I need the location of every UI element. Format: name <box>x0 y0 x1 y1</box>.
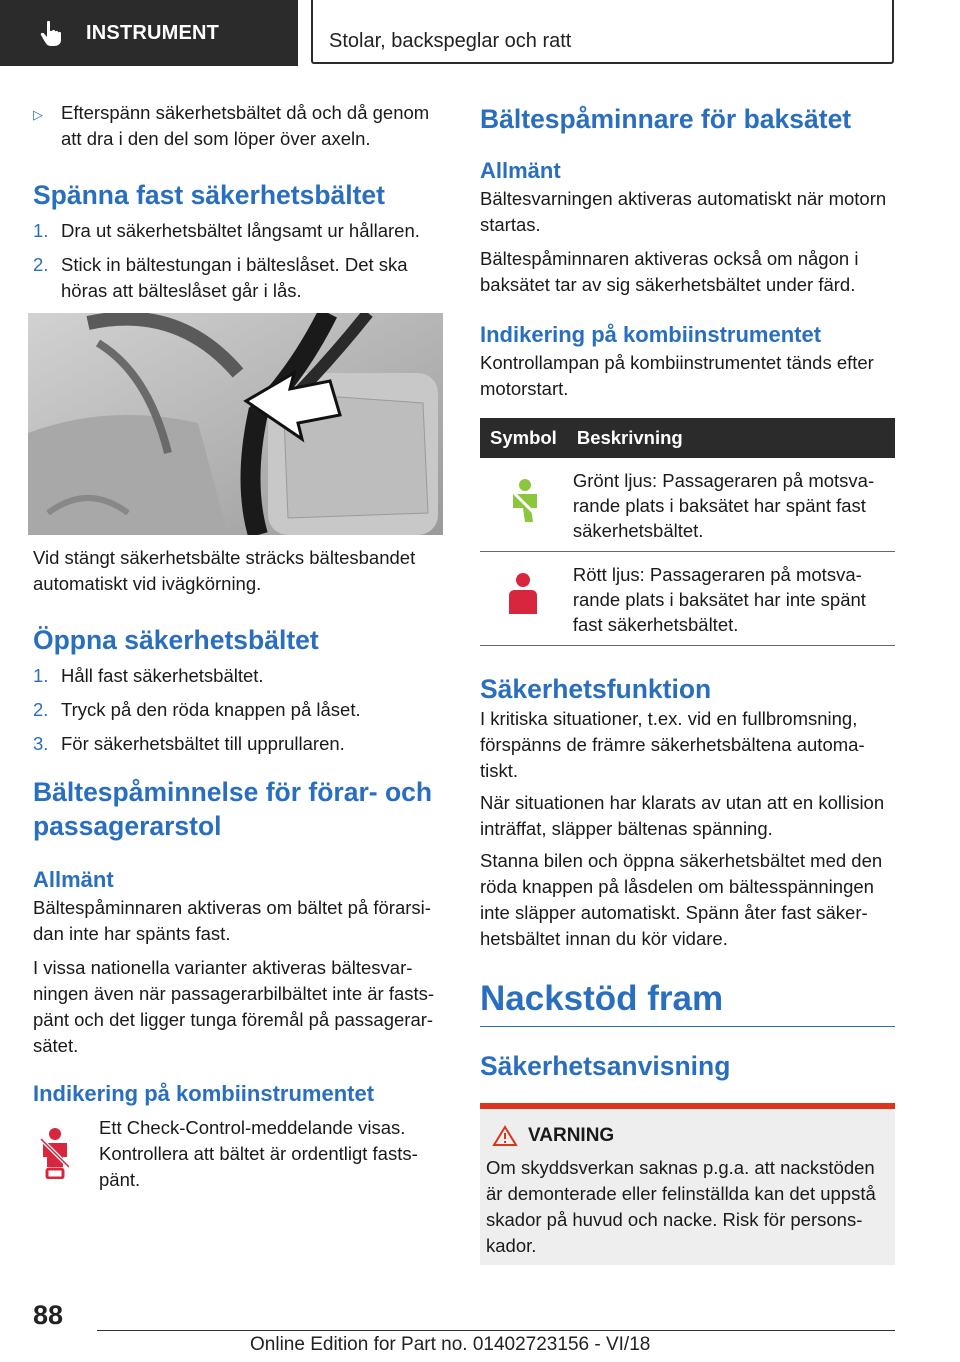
general-paragraph-2: I vissa nationella varianter aktiveras bältesvarningen även när passagerarbilbältet inte är fastspänt och det ligger tunga föremål på passagerarsätet. <box>33 957 435 1056</box>
open-steps <box>33 663 443 757</box>
intro-item <box>33 100 443 152</box>
left-column-bottom <box>33 545 443 1193</box>
safety-paragraph-1: I kritiska situationer, t.ex. vid en fullbromsning, förspänns de främre säkerhetsbältena automatiskt. <box>480 708 865 781</box>
rear-indication-title: Indikering på kombiinstrumentet <box>480 322 822 347</box>
general-paragraph-1: Bältespåminnaren aktiveras om bältet på förarsidan inte har spänts fast. <box>33 897 431 944</box>
open-title: Öppna säkerhetsbältet <box>33 625 319 655</box>
photo-caption: Vid stängt säkerhetsbälte sträcks bältesbandet automatiskt vid ivägkörning. <box>33 547 416 594</box>
list-item: 2. Tryck på den röda knappen på låset. <box>33 699 361 720</box>
headrest-title: Nackstöd fram <box>480 976 895 1027</box>
general-title: Allmänt <box>33 867 114 892</box>
rear-general-paragraph-1: Bältesvarningen aktiveras automatiskt när motorn startas. <box>480 188 887 235</box>
table-row <box>480 552 895 646</box>
footer-divider <box>97 1330 895 1331</box>
list-item: 2. Stick in bältestungan i bälteslåset. Det ska höras att bälteslåset går i lås. <box>33 254 408 301</box>
table-cell: Rött ljus: Passageraren på motsvarande plats i baksätet har inte spänt fast säkerhetsbältet. <box>567 552 895 646</box>
table-cell: Grönt ljus: Passageraren på motsvarande plats i baksätet har spänt fast säkerhetsbältet. <box>567 458 895 552</box>
reminder-title: Bältespåminnelse för förar- och passagerarstol <box>33 777 433 841</box>
rear-title: Bältespåminnare för baksätet <box>480 104 852 134</box>
seat-belt-photo <box>28 313 443 535</box>
safety-title: Säkerhetsfunktion <box>480 674 712 704</box>
rear-general-title: Allmänt <box>480 158 561 183</box>
table-header-description: Beskrivning <box>567 418 895 458</box>
touch-hand-icon <box>36 18 66 48</box>
indication-title: Indikering på kombiinstrumentet <box>33 1081 375 1106</box>
page-number: 88 <box>33 1300 64 1330</box>
indication-text: Ett Check-Control-meddelande visas. Kontrollera att bältet är ordentligt fastspänt. <box>99 1117 418 1190</box>
safety-note-title: Säkerhetsanvisning <box>480 1051 731 1081</box>
fasten-title: Spänna fast säkerhetsbältet <box>33 180 385 210</box>
warning-box <box>480 1103 895 1265</box>
list-item: 1. Dra ut säkerhetsbältet långsamt ur hållaren. <box>33 220 420 241</box>
warning-triangle-icon <box>492 1125 518 1147</box>
header-section-tab <box>0 0 298 66</box>
rear-indication-text: Kontrollampan på kombiinstrumentet tänds efter motorstart. <box>480 352 874 399</box>
intro-text: Efterspänn säkerhetsbältet då och då genom att dra i den del som löper över axeln. <box>61 102 430 149</box>
left-column-top <box>33 100 443 312</box>
seat-belt-illustration <box>28 313 443 535</box>
warning-label: VARNING <box>528 1125 615 1146</box>
seated-passenger-green-icon <box>480 458 567 552</box>
fasten-steps <box>33 218 443 304</box>
list-item: 3. För säkerhetsbältet till upprullaren. <box>33 733 345 754</box>
right-column <box>480 100 895 1265</box>
chapter-title: Stolar, backspeglar och ratt <box>329 30 572 52</box>
rear-general-paragraph-2: Bältespåminnaren aktiveras också om någon i baksätet tar av sig säkerhetsbältet under färd. <box>480 248 859 295</box>
safety-paragraph-3: Stanna bilen och öppna säkerhetsbältet med den röda knappen på låsdelen om bältesspänningen inte släpper automatiskt. Spänn åter fast säkerhetsbältet innan du kör vidare. <box>480 850 883 949</box>
symbol-table <box>480 418 895 646</box>
safety-paragraph-2: När situationen har klarats av utan att en kollision inträffat, släpper bältenas spänning. <box>480 792 885 839</box>
seatbelt-warning-icon <box>33 1115 99 1193</box>
seated-passenger-red-icon <box>480 552 567 646</box>
triangle-bullet-icon: ▷ <box>33 107 43 122</box>
header-chapter-tab <box>311 0 894 64</box>
warning-header <box>486 1125 889 1147</box>
table-row <box>480 458 895 552</box>
indication-row <box>33 1115 443 1193</box>
edition-text: Online Edition for Part no. 01402723156 - VI/18 <box>250 1334 651 1355</box>
section-title: INSTRUMENT <box>86 21 220 44</box>
table-header-symbol: Symbol <box>480 418 567 458</box>
list-item: 1. Håll fast säkerhetsbältet. <box>33 665 264 686</box>
warning-text: Om skyddsverkan saknas p.g.a. att nackstöden är demonterade eller felinställda kan det uppstå skador på huvud och nacke. Risk för personskador. <box>486 1157 876 1256</box>
